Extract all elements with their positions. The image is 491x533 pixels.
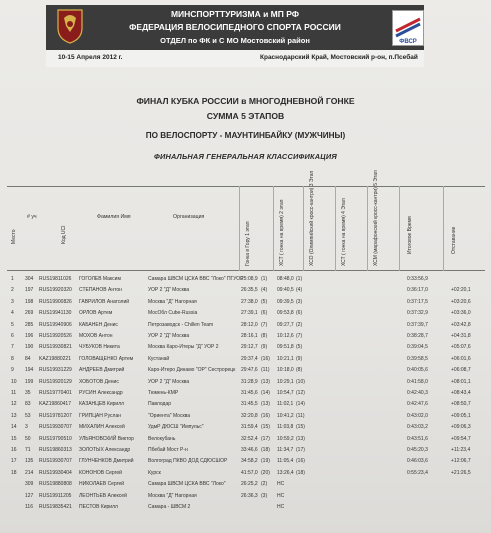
- cell-gap: +03:36,0: [451, 310, 471, 317]
- cell-place: 18: [11, 469, 17, 476]
- cell-bib: 309: [25, 481, 34, 488]
- cell-org: Курск: [148, 469, 161, 476]
- cell-total-time: 0:41:58,0: [407, 378, 428, 385]
- cell-gap: +08:01,1: [451, 378, 471, 385]
- table-row: [7, 285, 485, 296]
- cell-bib: 50: [25, 435, 31, 442]
- cell-uci: RUS19931229: [39, 367, 72, 374]
- cell-uci: RUS19860313: [39, 447, 72, 453]
- federation-header: [46, 5, 424, 67]
- cyclist-logo-icon: [393, 11, 423, 45]
- table-row: [7, 308, 485, 319]
- cell-place: 6: [11, 333, 14, 339]
- col-place-header: Место: [11, 229, 17, 244]
- cell-stage1-pos: (11): [261, 367, 270, 374]
- col-stage1-header: Гонка в Гору 1 этап: [245, 221, 251, 266]
- cell-stage1-pos: (14): [261, 390, 270, 396]
- cell-stage1-time: 28:12,0: [241, 321, 258, 328]
- cell-name: НИКОЛАЕВ Сергей: [79, 481, 125, 488]
- cell-bib: 190: [25, 344, 34, 351]
- cell-total-time: 0:36:17,0: [407, 287, 428, 294]
- cell-stage2-pos: (12): [296, 390, 305, 396]
- cell-stage1-pos: (16): [261, 355, 270, 362]
- cell-stage2-pos: (2): [296, 321, 303, 328]
- cell-stage1-pos: (19): [261, 458, 270, 465]
- table-row: [7, 274, 485, 285]
- table-row: [7, 445, 485, 456]
- cell-stage1-pos: (20): [261, 469, 270, 476]
- cell-stage2-pos: (6): [296, 310, 303, 317]
- cell-stage2-pos: (15): [296, 424, 305, 431]
- cell-uci: RUS19900826: [39, 298, 72, 305]
- cell-stage2-pos: (17): [296, 447, 305, 453]
- cell-org: Тюмень-КМР: [148, 390, 179, 396]
- table-row: [7, 456, 485, 467]
- cell-stage2-pos: (9): [296, 355, 303, 362]
- sum-title: СУММА 5 ЭТАПОВ: [206, 111, 285, 121]
- cell-uci: RUS19930821: [39, 344, 72, 351]
- cell-stage1-time: 26:35,5: [241, 287, 258, 294]
- cell-name: ГРИПЦАН Руслан: [79, 412, 122, 419]
- cell-total-time: 0:42:47,6: [407, 401, 428, 408]
- cell-place: 4: [11, 310, 14, 317]
- cell-org: Самара - ШВСМ 2: [148, 504, 191, 510]
- cell-gap: +09:54,7: [451, 435, 471, 442]
- cell-stage1-time: 34:58,2: [241, 458, 258, 465]
- cell-stage2-pos: (8): [296, 367, 303, 374]
- cell-stage1-time: 31:28,9: [241, 378, 258, 385]
- stage5-divider: [367, 186, 368, 271]
- sport-title: ПО ВЕЛОСПОРТУ - МАУНТИНБАЙКУ (МУЖЧИНЫ): [145, 131, 346, 140]
- cell-org: Каро-Итеро Динамо "ОР" Сестрорецк: [148, 367, 236, 374]
- cell-stage1-time: 29:12,7: [241, 344, 258, 351]
- col-stage5-header: ХСМ (марафонский кросс-кантри) 5 Этап: [373, 170, 379, 266]
- main-title: ФИНАЛ КУБКА РОССИИ в МНОГОДНЕВНОЙ ГОНКЕ: [136, 96, 355, 106]
- cell-stage2-pos: (18): [296, 469, 305, 476]
- cell-stage2-time: 10:21,1: [277, 355, 294, 362]
- cell-name: ГОЛОВАЩЕНКО Артем: [79, 355, 134, 362]
- cell-org: УОР 2 "Д" Москва: [148, 333, 190, 339]
- cell-stage1-pos: (1): [261, 276, 268, 282]
- cell-bib: 53: [25, 412, 31, 419]
- cell-stage2-pos: (13): [296, 435, 305, 442]
- cell-org: УОР 2 "Д" Москва: [148, 378, 190, 385]
- table-row: [7, 377, 485, 388]
- cell-bib: 127: [25, 492, 34, 499]
- cell-stage1-time: 29:37,4: [241, 355, 258, 362]
- table-row: [7, 320, 485, 331]
- table-row: [7, 434, 485, 445]
- col-uci-header: Код UCI: [61, 225, 67, 244]
- cell-name: ГОГОЛЕВ Максим: [79, 276, 121, 282]
- cell-stage2-time: НС: [277, 481, 285, 488]
- cell-stage1-time: 27:39,1: [241, 310, 258, 317]
- cell-stage2-pos: (4): [296, 287, 303, 294]
- cell-stage2-time: 11:02,1: [277, 401, 294, 408]
- cell-stage2-time: 11:05,4: [277, 458, 294, 465]
- cell-uci: RUS19920526: [39, 333, 72, 339]
- cell-stage2-pos: (3): [296, 298, 303, 305]
- cell-stage2-time: 09:40,5: [277, 287, 294, 294]
- table-row: [7, 502, 485, 513]
- table-row: [7, 354, 485, 365]
- cell-stage1-pos: (18): [261, 447, 270, 453]
- cell-stage1-time: 41:57,0: [241, 469, 258, 476]
- cell-total-time: 0:37:39,7: [407, 321, 428, 328]
- cell-org: "Ориента" Москва: [148, 412, 191, 419]
- cell-org: МосОбл Cube-Russia: [148, 310, 198, 317]
- cell-name: ГЛУНЧЕНКОВ Дмитрий: [79, 458, 134, 465]
- cell-bib: 214: [25, 469, 34, 476]
- table-row: [7, 411, 485, 422]
- event-place: Краснодарский Край, Мостовский р-он, п.Псебай: [260, 54, 418, 61]
- results-table: [7, 170, 485, 533]
- cell-place: 9: [11, 367, 14, 374]
- cell-name: ХОБОТОВ Денис: [79, 378, 119, 385]
- cell-bib: 116: [25, 504, 33, 510]
- cell-stage1-pos: (5): [261, 298, 268, 305]
- cell-org: Москва Каро-Итеры "Д" УОР 2: [148, 344, 219, 351]
- col-total-header: Итоговое Время: [407, 216, 413, 254]
- cell-gap: +09:06,3: [451, 424, 471, 431]
- cell-place: 1: [11, 276, 14, 282]
- cell-gap: +03:42,8: [451, 321, 471, 328]
- cell-total-time: 0:42:40,3: [407, 390, 428, 396]
- col-bib-header: # уч: [27, 214, 37, 220]
- cell-stage2-time: 10:41,2: [277, 412, 294, 419]
- cell-org: Пбебай Мост Р-н: [148, 447, 188, 453]
- cell-stage1-pos: (13): [261, 401, 270, 408]
- table-row: [7, 468, 485, 479]
- cell-gap: +05:07,6: [451, 344, 471, 351]
- cell-uci: RUS19790510: [39, 435, 72, 442]
- col-stage4-header: ХСТ ( гонка на время) 4 Этап: [341, 198, 347, 266]
- cell-stage1-time: 27:38,0: [241, 298, 258, 305]
- cell-stage1-time: 26:36,3: [241, 492, 258, 499]
- cell-total-time: 0:38:28,7: [407, 333, 428, 339]
- cell-total-time: 0:40:05,6: [407, 367, 428, 374]
- cell-uci: RUS19930707: [39, 458, 72, 465]
- cell-name: МИХАЛИН Алексей: [79, 424, 125, 431]
- cell-uci: RUS19930404: [39, 469, 72, 476]
- cell-gap: +04:31,8: [451, 333, 471, 339]
- cell-place: 10: [11, 378, 17, 385]
- cell-place: 5: [11, 321, 14, 328]
- cell-stage1-time: 32:20,8: [241, 412, 258, 419]
- cell-name: МОХОВ Антон: [79, 333, 113, 339]
- stage4-divider: [335, 186, 336, 271]
- department-line: ОТДЕЛ по ФК и С МО Мостовский район: [160, 36, 310, 45]
- cell-place: 11: [11, 390, 17, 396]
- cell-place: 12: [11, 401, 17, 408]
- cell-org: Москва "Д" Нагорная: [148, 298, 197, 305]
- cell-stage2-pos: (1): [296, 276, 303, 282]
- federation-line: ФЕДЕРАЦИЯ ВЕЛОСИПЕДНОГО СПОРТА РОССИИ: [129, 22, 341, 32]
- cell-name: УЛЬЯНОВСКИЙ Виктор: [79, 435, 134, 442]
- cell-bib: 83: [25, 401, 31, 408]
- cell-bib: 35: [25, 390, 31, 396]
- cell-stage1-time: 31:59,4: [241, 424, 258, 431]
- cell-stage2-time: 09:39,5: [277, 298, 294, 305]
- cell-bib: 194: [25, 367, 34, 374]
- cell-uci: RUS19880808: [39, 481, 72, 488]
- stage1-divider: [239, 186, 240, 271]
- logo-text: ФВСР: [399, 39, 417, 45]
- table-row: [7, 479, 485, 490]
- cell-stage2-time: 10:29,1: [277, 378, 294, 385]
- cell-stage2-pos: (11): [296, 412, 305, 419]
- table-header-rule: [7, 270, 485, 271]
- classification-title: ФИНАЛЬНАЯ ГЕНЕРАЛЬНАЯ КЛАССИФИКАЦИЯ: [154, 152, 337, 161]
- cell-stage1-time: 31:45,6: [241, 390, 258, 396]
- table-row: [7, 388, 485, 399]
- cell-stage2-time: 10:12,6: [277, 333, 294, 339]
- table-row: [7, 331, 485, 342]
- cell-total-time: 0:39:04,5: [407, 344, 428, 351]
- cell-name: КАБАНЕН Денис: [79, 321, 118, 328]
- cell-bib: 199: [25, 378, 34, 385]
- cell-stage2-time: 09:27,7: [277, 321, 294, 328]
- cell-name: ПЕСТОВ Кирилл: [79, 504, 118, 510]
- cell-org: Волгоград ПКВО ДОД СДЮСШОР: [148, 458, 228, 465]
- cell-org: Велокубань: [148, 435, 176, 442]
- cell-stage1-pos: (16): [261, 412, 270, 419]
- cell-bib: 198: [25, 298, 34, 305]
- cell-stage2-time: 11:03,8: [277, 424, 294, 431]
- cell-stage1-pos: (7): [261, 321, 268, 328]
- cell-name: ЧУБУКОВ Никита: [79, 344, 120, 351]
- cell-org: Петрозаводск - Chillen Team: [148, 321, 214, 328]
- cell-stage2-pos: (7): [296, 333, 303, 339]
- col-name-header: Фамилия Имя: [97, 214, 131, 220]
- cell-uci: RUS19770401: [39, 390, 72, 396]
- cell-total-time: 0:37:32,9: [407, 310, 428, 317]
- cell-place: 17: [11, 458, 17, 465]
- cell-total-time: 0:37:17,5: [407, 298, 428, 305]
- cell-stage2-pos: (5): [296, 344, 303, 351]
- cell-name: ГАВРИЛОВ Анатолий: [79, 298, 130, 305]
- cell-total-time: 0:33:56,9: [407, 276, 428, 282]
- cell-bib: 304: [25, 276, 34, 282]
- cell-gap: +03:20,6: [451, 298, 471, 305]
- cell-stage2-time: 10:54,7: [277, 390, 294, 396]
- table-row: [7, 342, 485, 353]
- cell-stage1-time: 25:08,9: [241, 276, 258, 282]
- cell-stage1-pos: (3): [261, 492, 268, 499]
- cell-place: 8: [11, 355, 14, 362]
- cell-org: УдмР ДЮСШ "Импульс": [148, 424, 204, 431]
- cell-name: АНДРЕЕВ Дмитрий: [79, 367, 125, 374]
- cell-gap: +06:01,6: [451, 355, 471, 362]
- cell-bib: 84: [25, 355, 31, 362]
- table-row: [7, 297, 485, 308]
- cell-uci: RUS19920129: [39, 378, 72, 385]
- coat-of-arms-emblem: [54, 8, 86, 44]
- cell-stage1-pos: (15): [261, 424, 270, 431]
- cell-stage2-time: 10:18,0: [277, 367, 294, 374]
- cell-org: Самара ШВСМ ЦСКА ВВС "Локо" ПГУОР: [148, 276, 244, 282]
- cell-stage1-pos: (17): [261, 435, 270, 442]
- table-row: [7, 422, 485, 433]
- cell-stage2-time: 09:53,8: [277, 310, 294, 317]
- cell-total-time: 0:46:03,6: [407, 458, 428, 465]
- cell-total-time: 0:43:03,2: [407, 424, 428, 431]
- gap-divider: [443, 186, 444, 271]
- table-row: [7, 399, 485, 410]
- cell-uci: KAZ19860417: [39, 401, 71, 408]
- cell-bib: 71: [25, 447, 31, 453]
- cell-bib: 196: [25, 333, 34, 339]
- cell-stage1-time: 33:46,6: [241, 447, 258, 453]
- ministry-line: МИНСПОРТТУРИЗМА и МП РФ: [170, 9, 300, 19]
- cell-uci: RUS19940906: [39, 321, 72, 328]
- cell-place: 13: [11, 412, 17, 419]
- cell-stage2-pos: (10): [296, 378, 305, 385]
- cell-stage1-pos: (13): [261, 378, 270, 385]
- cell-uci: RUS19781207: [39, 412, 72, 419]
- cell-stage1-time: 28:16,1: [241, 333, 258, 339]
- cell-uci: RUS19930707: [39, 424, 72, 431]
- cell-total-time: 0:45:20,3: [407, 447, 428, 453]
- cell-stage2-time: 11:34,7: [277, 447, 294, 453]
- col-gap-header: Отставание: [451, 226, 457, 254]
- cell-stage1-pos: (6): [261, 310, 268, 317]
- cell-stage1-time: 26:25,2: [241, 481, 258, 488]
- cell-stage1-pos: (4): [261, 287, 268, 294]
- cell-gap: +06:08,7: [451, 367, 471, 374]
- date-place-bar: [46, 50, 424, 67]
- total-divider: [399, 186, 400, 271]
- cell-gap: +21:26,5: [451, 469, 471, 476]
- cell-stage1-time: 32:52,4: [241, 435, 258, 442]
- cell-stage2-time: 09:51,8: [277, 344, 294, 351]
- cell-stage1-pos: (9): [261, 344, 268, 351]
- cell-name: ЛЕОНТЬЕВ Алексей: [79, 492, 127, 499]
- cell-uci: KAZ19880221: [39, 355, 71, 362]
- table-row: [7, 491, 485, 502]
- cell-stage2-time: 08:48,0: [277, 276, 294, 282]
- col-org-header: Организация: [173, 214, 205, 220]
- cell-gap: +12:06,7: [451, 458, 471, 465]
- cell-gap: +09:05,1: [451, 412, 471, 419]
- cell-bib: 197: [25, 287, 34, 294]
- cell-stage2-pos: (16): [296, 458, 305, 465]
- cell-stage2-time: НС: [277, 492, 285, 499]
- table-top-rule: [7, 186, 485, 187]
- cell-uci: RUS19835421: [39, 504, 72, 510]
- cell-bib: 285: [25, 321, 34, 328]
- cell-uci: RUS19811026: [39, 276, 72, 282]
- cell-stage2-time: 13:26,4: [277, 469, 294, 476]
- cell-place: 15: [11, 435, 17, 442]
- cell-stage1-time: 29:47,6: [241, 367, 258, 374]
- cell-org: Кустанай: [148, 355, 170, 362]
- cell-total-time: 0:43:51,6: [407, 435, 428, 442]
- cell-uci: RUS19920320: [39, 287, 72, 294]
- cell-gap: +11:23,4: [451, 447, 471, 453]
- cell-org: Самара ШВСМ ЦСКА ВВС "Локо": [148, 481, 226, 488]
- cell-name: ОРЛОВ Артем: [79, 310, 113, 317]
- cell-total-time: 0:39:58,5: [407, 355, 428, 362]
- cell-uci: RUS19911205: [39, 492, 72, 499]
- cell-stage2-pos: (14): [296, 401, 305, 408]
- stage3-divider: [303, 186, 304, 271]
- cell-bib: 3: [25, 424, 28, 431]
- cell-gap: +08:43,4: [451, 390, 471, 396]
- cell-total-time: 0:55:23,4: [407, 469, 428, 476]
- cell-stage2-time: 10:59,2: [277, 435, 294, 442]
- cell-place: 14: [11, 424, 17, 431]
- cell-stage1-pos: (8): [261, 333, 268, 339]
- table-row: [7, 365, 485, 376]
- cell-org: УОР 2 "Д" Москва: [148, 287, 190, 294]
- cell-gap: +08:50,7: [451, 401, 471, 408]
- cell-bib: 269: [25, 310, 34, 317]
- stage2-divider: [273, 186, 274, 271]
- cell-uci: RUS19941130: [39, 310, 72, 317]
- cell-place: 2: [11, 287, 14, 294]
- fvsr-logo: [392, 10, 424, 46]
- cell-stage2-time: НС: [277, 504, 285, 510]
- cell-place: 3: [11, 298, 14, 305]
- cell-name: ЗОЛОТЫХ Александр: [79, 447, 131, 453]
- cell-gap: +02:20,1: [451, 287, 471, 294]
- col-stage2-header: ХСТ ( гонка на время) 2 этап: [279, 199, 285, 266]
- cell-name: КОНОНОВ Сергей: [79, 469, 122, 476]
- cell-org: Павлодар: [148, 401, 172, 408]
- cell-name: КАЗАНЦЕВ Кирилл: [79, 401, 125, 408]
- cell-place: 7: [11, 344, 14, 351]
- event-date: 10-15 Апреля 2012 г.: [58, 54, 123, 61]
- col-stage3-header: ХСО (Олимпийский кросс-кантри) 3 Этап: [309, 170, 315, 266]
- cell-total-time: 0:43:02,0: [407, 412, 428, 419]
- cell-bib: 135: [25, 458, 34, 465]
- cell-name: СТЕПАНОВ Антон: [79, 287, 122, 294]
- cell-stage1-pos: (2): [261, 481, 268, 488]
- cell-name: РУСИН Александр: [79, 390, 123, 396]
- cell-org: Москва "Д" Нагорная: [148, 492, 197, 499]
- cell-stage1-time: 31:45,5: [241, 401, 258, 408]
- cell-place: 16: [11, 447, 17, 453]
